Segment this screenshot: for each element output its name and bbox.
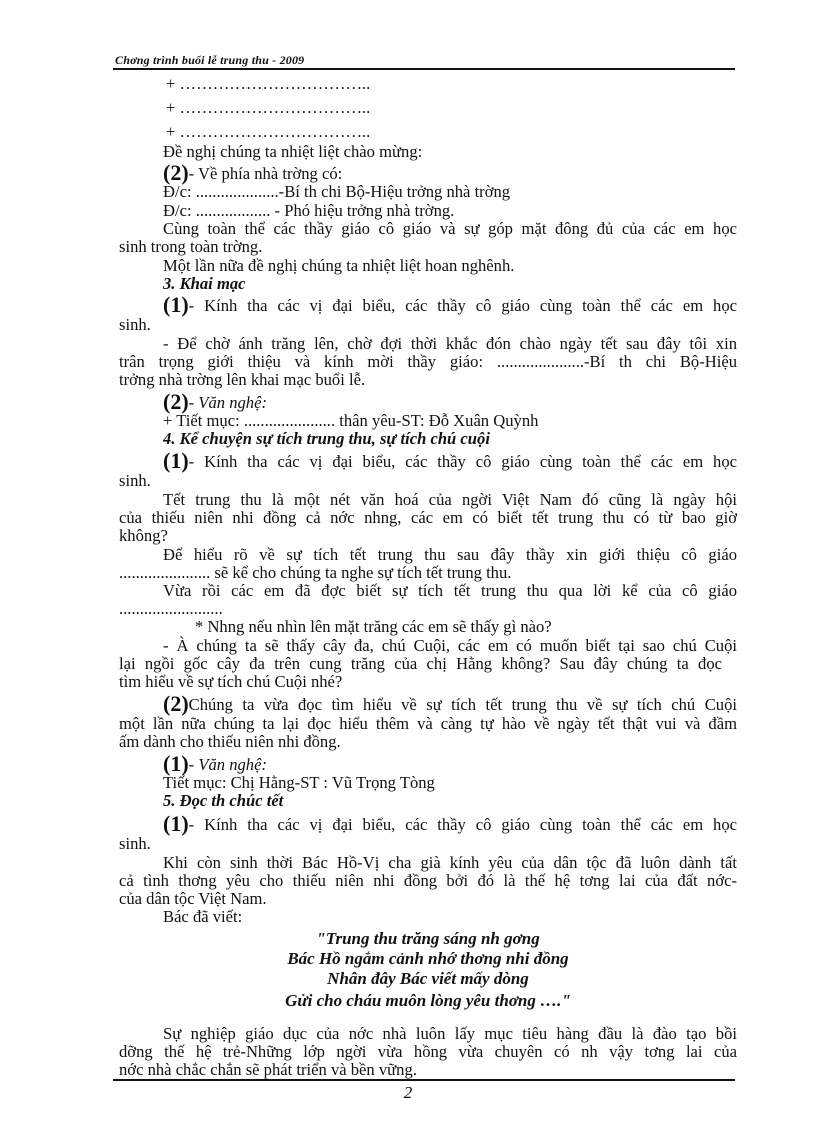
- text-line: .........................: [119, 599, 223, 618]
- text-line: Để hiểu rõ về sự tích tết trung thu sau đây thầy xin giới thiệu cô giáo: [163, 545, 737, 564]
- text-line: - À chúng ta sẽ thấy cây đa, chú Cuội, các em có muốn biết tại sao chú Cuội: [163, 636, 737, 655]
- item-number: (1): [163, 448, 189, 473]
- text-line: sinh.: [119, 471, 151, 490]
- text-line: [163, 691, 737, 716]
- placeholder-line: + ……………………………..: [166, 122, 371, 141]
- text-line: của dân tộc Việt Nam.: [119, 889, 267, 908]
- poem-line: Gửi cho cháu muôn lòng yêu thơng ….": [285, 991, 571, 1010]
- text-line: sinh.: [119, 834, 151, 853]
- footer-rule: [113, 1079, 735, 1081]
- text-line: Tiết mục: Chị Hằng-ST : Vũ Trọng Tòng: [163, 773, 435, 792]
- text-line: tìm hiểu về sự tích chú Cuội nhé?: [119, 672, 343, 691]
- text-line: * Nhng nếu nhìn lên mặt trăng các em sẽ thấy gì nào?: [195, 617, 552, 636]
- text-line: [163, 292, 737, 317]
- text-line: Bác đã viết:: [163, 907, 243, 926]
- text-line: Đ/c: ....................-Bí th chi Bộ-Hiệu trởng nhà trờng: [163, 182, 511, 201]
- item-number: (1): [163, 811, 189, 836]
- text-line: cả tình thơng yêu cho thiếu niên nhi đồng bởi đó là thế hệ tơng lai của đất nớc-: [119, 871, 737, 890]
- text-span: - Văn nghệ:: [188, 393, 267, 412]
- text-line: [163, 448, 737, 473]
- text-line: Sự nghiệp giáo dục của nớc nhà luôn lấy mục tiêu hàng đầu là đào tạo bồi: [163, 1024, 737, 1043]
- item-number: (1): [163, 751, 189, 776]
- poem-line: Bác Hồ ngắm cảnh nhớ thơng nhi đồng: [287, 949, 569, 968]
- item-number: (2): [163, 160, 189, 185]
- placeholder-line: + ……………………………..: [166, 74, 371, 93]
- text-line: Tết trung thu là một nét văn hoá của ngời Việt Nam đó cũng là ngày hội: [163, 490, 737, 509]
- text-span: Chúng ta vừa đọc tìm hiểu về sự tích tết trung thu về sự tích chú Cuội: [188, 695, 737, 714]
- text-line: sinh.: [119, 315, 151, 334]
- text-line: nớc nhà chắc chắn sẽ phát triển và bền vững.: [119, 1060, 417, 1079]
- text-line: [163, 751, 267, 776]
- text-line: trân trọng giới thiệu và kính mời thầy giáo: .....................-Bí th chi Bộ-Hiệu: [119, 352, 737, 371]
- text-line: Vừa rồi các em đã đợc biết sự tích tết trung thu qua lời kể của cô giáo: [163, 581, 737, 600]
- text-line: Đề nghị chúng ta nhiệt liệt chào mừng:: [163, 142, 423, 161]
- text-span: - Kính tha các vị đại biểu, các thầy cô giáo cùng toàn thể các em học: [188, 815, 737, 834]
- text-line: Khi còn sinh thời Bác Hồ-Vị cha già kính yêu của dân tộc đã luôn dành tất: [163, 853, 737, 872]
- text-line: sinh trong toàn trờng.: [119, 237, 263, 256]
- section-heading: 5. Đọc th chúc tết: [163, 791, 284, 810]
- text-line: ...................... sẽ kể cho chúng ta nghe sự tích tết trung thu.: [119, 563, 512, 582]
- item-number: (1): [163, 292, 189, 317]
- header-rule: [113, 68, 735, 70]
- text-span: - Về phía nhà trờng có:: [188, 164, 343, 183]
- page-number: 2: [403, 1083, 413, 1102]
- text-line: [163, 160, 343, 185]
- text-line: Cùng toàn thể các thầy giáo cô giáo và sự góp mặt đông đủ của các em học: [163, 219, 737, 238]
- text-line: [163, 389, 267, 414]
- text-line: [163, 811, 737, 836]
- text-span: - Văn nghệ:: [188, 755, 267, 774]
- section-heading: 4. Kể chuyện sự tích trung thu, sự tích chú cuội: [163, 429, 490, 448]
- text-span: - Kính tha các vị đại biểu, các thầy cô giáo cùng toàn thể các em học: [188, 452, 737, 471]
- item-number: (2): [163, 691, 189, 716]
- text-line: ấm dành cho thiếu niên nhi đồng.: [119, 732, 341, 751]
- text-line: của thiếu niên nhi đồng cả nớc nhng, các em có biết tết trung thu có từ bao giờ: [119, 508, 737, 527]
- text-line: một lần nữa chúng ta lại đọc hiểu thêm và càng tự hào về ngày tết thật vui và đầm: [119, 714, 737, 733]
- item-number: (2): [163, 389, 189, 414]
- text-line: + Tiết mục: ...................... thân yêu-ST: Đỗ Xuân Quỳnh: [163, 411, 539, 430]
- poem-line: Nhân đây Bác viết mấy dòng: [327, 969, 529, 988]
- text-line: trởng nhà trờng lên khai mạc buổi lễ.: [119, 370, 366, 389]
- text-line: - Để chờ ánh trăng lên, chờ đợi thời khắc đón chào ngày tết sau đây tôi xin: [163, 334, 737, 353]
- placeholder-line: + ……………………………..: [166, 98, 371, 117]
- text-span: - Kính tha các vị đại biểu, các thầy cô giáo cùng toàn thể các em học: [188, 296, 737, 315]
- text-line: Một lần nữa đề nghị chúng ta nhiệt liệt hoan nghênh.: [163, 256, 515, 275]
- text-line: Đ/c: .................. - Phó hiệu trởng nhà trờng.: [163, 201, 455, 220]
- running-header: Chơng trình buổi lễ trung thu - 2009: [115, 53, 305, 67]
- text-line: lại ngồi gốc cây đa trên cung trăng của chị Hằng không? Sau đây chúng ta đọc: [119, 654, 722, 673]
- section-heading: 3. Khai mạc: [163, 274, 246, 293]
- text-line: không?: [119, 526, 168, 545]
- poem-line: "Trung thu trăng sáng nh gơng: [316, 929, 540, 948]
- text-line: dỡng thế hệ trẻ-Những lớp ngời vừa hồng vừa chuyên có nh vậy tơng lai của: [119, 1042, 737, 1061]
